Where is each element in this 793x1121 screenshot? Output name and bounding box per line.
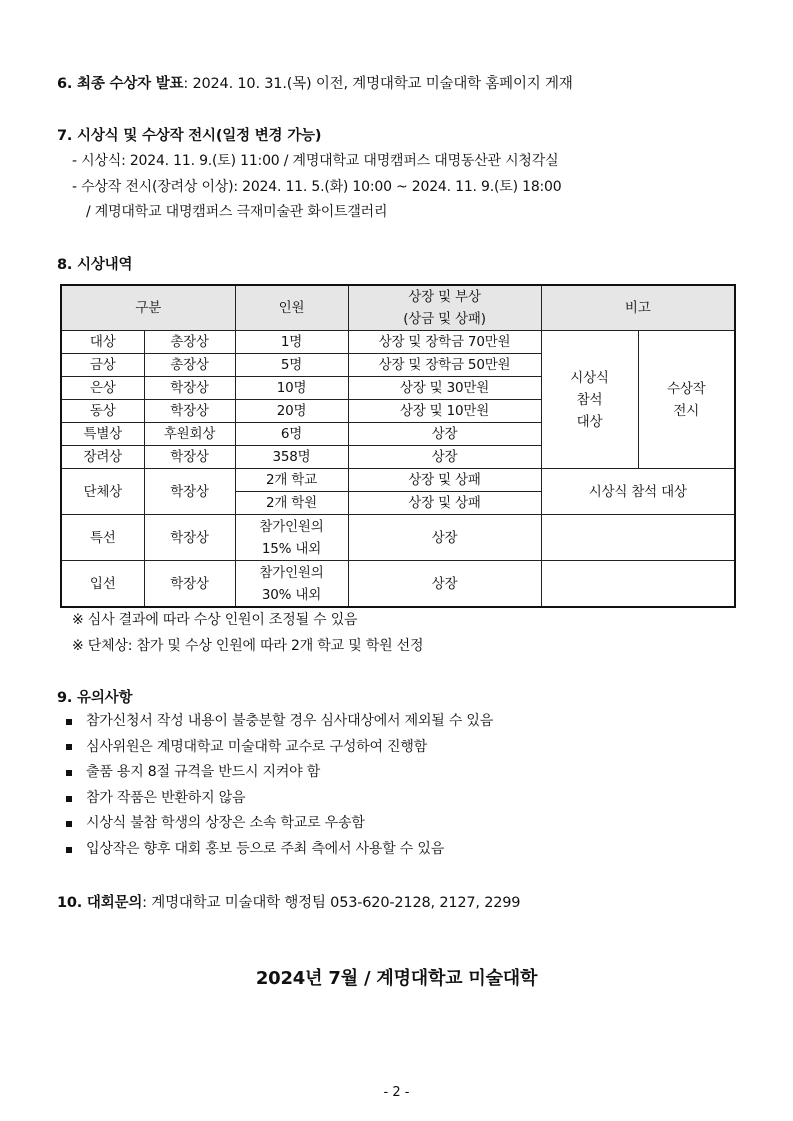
award-issuer: 학장상 [144, 515, 235, 561]
award-prize: 상장 및 10만원 [348, 400, 541, 423]
award-issuer: 학장상 [144, 377, 235, 400]
page-number: - 2 - [383, 1085, 410, 1100]
award-prize: 상장 [348, 446, 541, 469]
header-remarks: 비고 [541, 285, 735, 331]
header-prize [348, 285, 541, 331]
remarks-line: 참석 [576, 391, 603, 408]
remarks-line: 시상식 [570, 369, 609, 386]
section-7-heading: 7. 시상식 및 수상작 전시(일정 변경 가능) [57, 128, 322, 144]
list-item [66, 786, 493, 812]
header-category: 구분 [61, 285, 235, 331]
section-6-text: : 2024. 10. 31.(목) 이전, 계명대학교 미술대학 홈페이지 게재 [183, 76, 573, 92]
remarks-line: 대상 [576, 413, 603, 430]
award-count: 1명 [235, 331, 348, 354]
note-group-award: ※ 단체상: 참가 및 수상 인원에 따라 2개 학교 및 학원 선정 [72, 638, 424, 654]
award-name: 은상 [61, 377, 144, 400]
table-row [61, 515, 735, 561]
header-count: 인원 [235, 285, 348, 331]
exhibition-schedule: - 수상작 전시(장려상 이상): 2024. 11. 5.(화) 10:00 ~ 2024. 11. 9.(토) 18:00 [72, 179, 562, 195]
table-row-group [61, 469, 735, 492]
award-name: 장려상 [61, 446, 144, 469]
remarks-empty [541, 515, 735, 561]
precautions-list [66, 709, 493, 863]
award-issuer: 학장상 [144, 469, 235, 515]
list-item [66, 811, 493, 837]
award-count: 5명 [235, 354, 348, 377]
count-line: 참가인원의 [259, 518, 324, 535]
award-count: 6명 [235, 423, 348, 446]
remarks-ceremony [541, 331, 638, 469]
award-prize: 상장 및 상패 [348, 492, 541, 515]
document-footer-title: 2024년 7월 / 계명대학교 미술대학 [255, 968, 538, 989]
list-item-text: 심사위원은 계명대학교 미술대학 교수로 구성하여 진행함 [86, 738, 428, 755]
square-bullet-icon [66, 719, 72, 725]
list-item-text: 참가 작품은 반환하지 않음 [86, 789, 246, 806]
note-adjustment: ※ 심사 결과에 따라 수상 인원이 조정될 수 있음 [72, 612, 358, 628]
awards-table [60, 284, 736, 608]
list-item [66, 735, 493, 761]
award-prize: 상장 및 상패 [348, 469, 541, 492]
section-10 [57, 891, 520, 912]
award-count [235, 515, 348, 561]
list-item [66, 837, 493, 863]
header-prize-line1: 상장 및 부상 [408, 289, 481, 305]
award-prize: 상장 및 30만원 [348, 377, 541, 400]
section-10-text: : 계명대학교 미술대학 행정팀 053-620-2128, 2127, 2299 [142, 895, 521, 911]
award-issuer: 후원회상 [144, 423, 235, 446]
list-item [66, 709, 493, 735]
award-prize: 상장 및 장학금 50만원 [348, 354, 541, 377]
list-item-text: 입상작은 향후 대회 홍보 등으로 주최 측에서 사용할 수 있음 [86, 840, 445, 857]
count-line: 30% 내외 [261, 586, 322, 603]
award-issuer: 총장상 [144, 331, 235, 354]
award-count: 20명 [235, 400, 348, 423]
exhibition-venue: / 계명대학교 대명캠퍼스 극재미술관 화이트갤러리 [86, 204, 388, 220]
award-prize: 상장 [348, 423, 541, 446]
header-prize-line2: (상금 및 상패) [403, 311, 486, 327]
award-name: 단체상 [61, 469, 144, 515]
remarks-line: 수상작 [666, 380, 706, 397]
section-6-heading: 6. 최종 수상자 발표 [57, 76, 184, 92]
award-name: 입선 [61, 561, 144, 608]
section-6 [57, 72, 573, 93]
remarks-line: 전시 [673, 402, 700, 419]
ceremony-schedule: - 시상식: 2024. 11. 9.(토) 11:00 / 계명대학교 대명캠퍼스 대명동산관 시청각실 [72, 153, 559, 169]
square-bullet-icon [66, 770, 72, 776]
award-prize: 상장 및 장학금 70만원 [348, 331, 541, 354]
award-count: 2개 학교 [235, 469, 348, 492]
table-row [61, 561, 735, 608]
section-8-heading: 8. 시상내역 [57, 257, 133, 273]
count-line: 15% 내외 [261, 540, 322, 557]
list-item [66, 760, 493, 786]
remarks-empty [541, 561, 735, 608]
award-name: 특선 [61, 515, 144, 561]
award-issuer: 학장상 [144, 400, 235, 423]
award-name: 대상 [61, 331, 144, 354]
award-count: 358명 [235, 446, 348, 469]
list-item-text: 시상식 불참 학생의 상장은 소속 학교로 우송함 [86, 815, 365, 832]
award-issuer: 학장상 [144, 446, 235, 469]
award-count: 2개 학원 [235, 492, 348, 515]
list-item-text: 출품 용지 8절 규격을 반드시 지켜야 함 [86, 764, 321, 781]
table-row [61, 331, 735, 354]
list-item-text: 참가신청서 작성 내용이 불충분할 경우 심사대상에서 제외될 수 있음 [86, 713, 494, 729]
award-count [235, 561, 348, 608]
square-bullet-icon [66, 821, 72, 827]
award-issuer: 총장상 [144, 354, 235, 377]
award-prize: 상장 [348, 561, 541, 608]
square-bullet-icon [66, 847, 72, 853]
award-prize: 상장 [348, 515, 541, 561]
award-issuer: 학장상 [144, 561, 235, 608]
award-name: 동상 [61, 400, 144, 423]
section-9-heading: 9. 유의사항 [57, 690, 133, 706]
square-bullet-icon [66, 744, 72, 750]
award-name: 특별상 [61, 423, 144, 446]
award-count: 10명 [235, 377, 348, 400]
remarks-exhibition [638, 331, 735, 469]
square-bullet-icon [66, 796, 72, 802]
table-header-row [61, 285, 735, 331]
remarks-group: 시상식 참석 대상 [541, 469, 735, 515]
count-line: 참가인원의 [259, 564, 324, 581]
award-name: 금상 [61, 354, 144, 377]
section-10-heading: 10. 대회문의 [57, 895, 143, 911]
